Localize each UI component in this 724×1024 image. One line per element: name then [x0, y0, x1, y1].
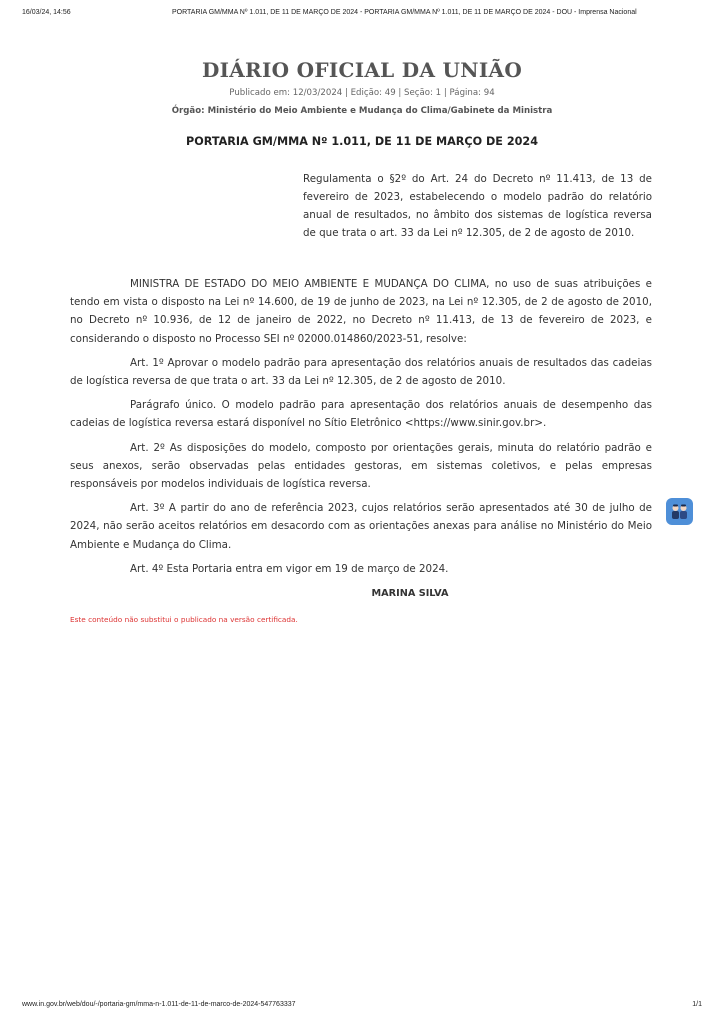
print-footer	[22, 1001, 702, 1013]
act-body	[70, 275, 652, 584]
article-3-paragraph: Art. 3º A partir do ano de referência 2023, cujos relatórios serão apresentados até 30 de julho de 2024, não serão aceitos relatórios em desacordo com as orientações anexas para análise no Ministério do Meio Ambiente e Mudança do Clima.	[70, 502, 652, 551]
orgao-label: Órgão:	[171, 106, 205, 116]
sole-paragraph: Parágrafo único. O modelo padrão para apresentação dos relatórios anuais de desempenho das cadeias de logística reversa estará disponível no Sítio Eletrônico <https://www.sinir.gov.br>.	[70, 399, 652, 430]
article-2-paragraph: Art. 2º As disposições do modelo, composto por orientações gerais, minuta do relatório padrão e seus anexos, serão observadas pelas entidades gestoras, em sistemas coletivos, e pelas empresas responsáveis por modelos individuais de logística reversa.	[70, 441, 652, 491]
act-ementa: Regulamenta o §2º do Art. 24 do Decreto nº 11.413, de 13 de fevereiro de 2023, estabelecendo o modelo padrão do relatório anual de resultados, no âmbito dos sistemas de logística reversa de que trata o art. 33 da Lei nº 12.305, de 2 de agosto de 2010.	[303, 173, 652, 239]
orgao-value: Ministério do Meio Ambiente e Mudança do Clima/Gabinete da Ministra	[207, 106, 553, 116]
masthead	[0, 58, 724, 116]
print-header	[22, 9, 702, 21]
orgao-line	[0, 106, 724, 116]
publication-info: Publicado em: 12/03/2024 | Edição: 49 | Seção: 1 | Página: 94	[229, 88, 495, 98]
print-page-number: 1/1	[692, 1001, 702, 1008]
certification-disclaimer: Este conteúdo não substitui o publicado na versão certificada.	[70, 615, 298, 624]
preamble-paragraph: MINISTRA DE ESTADO DO MEIO AMBIENTE E MUDANÇA DO CLIMA, no uso de suas atribuições e tendo em vista o disposto na Lei nº 14.600, de 19 de junho de 2023, na Lei nº 12.305, de 2 de agosto de 2010, no Decreto nº 10.936, de 12 de janeiro de 2022, no Decreto nº 11.413, de 13 de fevereiro de 2023, e considerando o disposto no Processo SEI nº 02000.014860/2023-51, resolve:	[70, 278, 652, 345]
act-title: PORTARIA GM/MMA Nº 1.011, DE 11 DE MARÇO DE 2024	[186, 135, 538, 148]
dou-brand-title: DIÁRIO OFICIAL DA UNIÃO	[201, 58, 523, 82]
print-timestamp: 16/03/24, 14:56	[22, 9, 71, 16]
article-4-paragraph: Art. 4º Esta Portaria entra em vigor em 19 de março de 2024.	[130, 562, 449, 575]
assistant-widget-button[interactable]	[666, 498, 693, 525]
article-1-paragraph: Art. 1º Aprovar o modelo padrão para apresentação dos relatórios anuais de resultados das cadeias de logística reversa de que trata o art. 33 da Lei nº 12.305, de 2 de agosto de 2010.	[70, 356, 652, 388]
print-url: www.in.gov.br/web/dou/-/portaria-gm/mma-n-1.011-de-11-de-marco-de-2024-547763337	[22, 1001, 296, 1008]
print-page-title: PORTARIA GM/MMA Nº 1.011, DE 11 DE MARÇO DE 2024 - PORTARIA GM/MMA Nº 1.011, DE 11 DE MARÇO DE 2024 - DOU - Imprensa Nacional	[172, 9, 637, 16]
assistant-avatar-icon	[669, 501, 690, 522]
signer-name: MARINA SILVA	[371, 588, 449, 599]
